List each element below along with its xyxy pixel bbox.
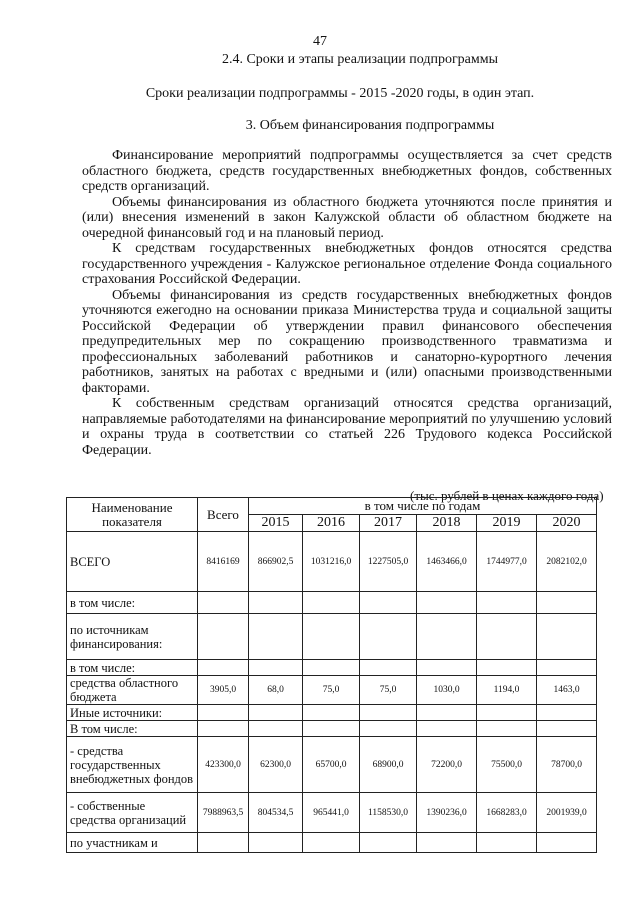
table-row xyxy=(67,532,597,592)
page-number: 47 xyxy=(313,34,327,49)
header-indicator: Наименование показателя xyxy=(67,498,198,532)
row-label: средства областного бюджета xyxy=(67,676,198,705)
year-value xyxy=(537,721,597,737)
year-value: 68,0 xyxy=(249,676,303,705)
row-label: по участникам и xyxy=(67,833,198,853)
table-header-row xyxy=(67,498,597,515)
row-total xyxy=(198,614,249,660)
table-row xyxy=(67,833,597,853)
year-value: 1668283,0 xyxy=(477,793,537,833)
header-year: 2019 xyxy=(477,515,537,532)
table-row xyxy=(67,592,597,614)
table-row xyxy=(67,660,597,676)
year-value xyxy=(477,705,537,721)
year-value xyxy=(303,592,360,614)
paragraph: К средствам государственных внебюджетных фондов относятся средства государственного учреждения - Калужское региональное отделение Фонда социального страхования Российской Федерации. xyxy=(82,241,612,287)
table-row xyxy=(67,705,597,721)
row-total: 8416169 xyxy=(198,532,249,592)
year-value xyxy=(537,660,597,676)
row-total xyxy=(198,660,249,676)
row-label: в том числе: xyxy=(67,660,198,676)
header-year: 2017 xyxy=(360,515,417,532)
year-value xyxy=(303,705,360,721)
header-by-years: в том числе по годам xyxy=(249,498,597,515)
row-total: 7988963,5 xyxy=(198,793,249,833)
year-value: 75,0 xyxy=(303,676,360,705)
header-year: 2020 xyxy=(537,515,597,532)
row-total xyxy=(198,833,249,853)
row-label: ВСЕГО xyxy=(67,532,198,592)
year-value xyxy=(303,660,360,676)
paragraph: К собственным средствам организаций относятся средства организаций, направляемые работодателями на финансирование мероприятий по улучшению условий и охраны труда в соответствии со статьей 226 Трудового кодекса Российской Федерации. xyxy=(82,396,612,458)
financing-table xyxy=(66,497,597,853)
year-value xyxy=(360,833,417,853)
year-value xyxy=(249,705,303,721)
year-value xyxy=(477,660,537,676)
year-value xyxy=(360,614,417,660)
year-value: 965441,0 xyxy=(303,793,360,833)
paragraph: Финансирование мероприятий подпрограммы осуществляется за счет средств областного бюджета, средств государственных внебюджетных фондов, собственных средств организаций. xyxy=(82,148,612,194)
row-label: в том числе: xyxy=(67,592,198,614)
paragraph: Объемы финансирования из средств государственных внебюджетных фондов уточняются ежегодно на основании приказа Министерства труда и социальной защиты Российской Федерации об утверждении правил финансового обеспечения предупредительных мер по сокращению производственного травматизма и профессиональных заболеваний работников и санаторно-курортного лечения работников, занятых на работах с вредными и (или) опасными производственными факторами. xyxy=(82,287,612,396)
header-year: 2015 xyxy=(249,515,303,532)
year-value: 1031216,0 xyxy=(303,532,360,592)
year-value xyxy=(417,592,477,614)
year-value: 1030,0 xyxy=(417,676,477,705)
year-value xyxy=(537,833,597,853)
year-value xyxy=(303,833,360,853)
table-row xyxy=(67,614,597,660)
table-row xyxy=(67,676,597,705)
year-value: 1227505,0 xyxy=(360,532,417,592)
section-2-4-title: 2.4. Сроки и этапы реализации подпрограммы xyxy=(221,52,499,67)
year-value: 1463466,0 xyxy=(417,532,477,592)
table-row xyxy=(67,793,597,833)
year-value xyxy=(249,833,303,853)
implementation-period-text: Сроки реализации подпрограммы - 2015 -2020 годы, в один этап. xyxy=(145,86,535,101)
year-value: 1158530,0 xyxy=(360,793,417,833)
year-value xyxy=(477,833,537,853)
year-value: 75,0 xyxy=(360,676,417,705)
year-value xyxy=(360,592,417,614)
year-value: 78700,0 xyxy=(537,737,597,793)
year-value xyxy=(249,614,303,660)
year-value xyxy=(537,614,597,660)
year-value: 2001939,0 xyxy=(537,793,597,833)
year-value xyxy=(477,592,537,614)
row-label: - собственные средства организаций xyxy=(67,793,198,833)
row-label: Иные источники: xyxy=(67,705,198,721)
header-year: 2016 xyxy=(303,515,360,532)
year-value: 1194,0 xyxy=(477,676,537,705)
year-value xyxy=(249,592,303,614)
year-value xyxy=(249,660,303,676)
row-total: 3905,0 xyxy=(198,676,249,705)
year-value xyxy=(537,592,597,614)
year-value: 804534,5 xyxy=(249,793,303,833)
year-value: 1744977,0 xyxy=(477,532,537,592)
year-value xyxy=(417,614,477,660)
year-value xyxy=(360,705,417,721)
year-value: 68900,0 xyxy=(360,737,417,793)
row-label: по источникам финансирования: xyxy=(67,614,198,660)
year-value: 1463,0 xyxy=(537,676,597,705)
year-value xyxy=(360,660,417,676)
table-row xyxy=(67,737,597,793)
year-value xyxy=(477,721,537,737)
year-value xyxy=(417,705,477,721)
row-total: 423300,0 xyxy=(198,737,249,793)
year-value xyxy=(477,614,537,660)
header-year: 2018 xyxy=(417,515,477,532)
year-value: 62300,0 xyxy=(249,737,303,793)
row-total xyxy=(198,705,249,721)
row-total xyxy=(198,721,249,737)
row-label: В том числе: xyxy=(67,721,198,737)
year-value xyxy=(303,721,360,737)
table-row xyxy=(67,721,597,737)
year-value xyxy=(417,721,477,737)
header-total: Всего xyxy=(198,498,249,532)
table-units-note: (тыс. рублей в ценах каждого года) xyxy=(410,488,604,503)
row-total xyxy=(198,592,249,614)
year-value: 2082102,0 xyxy=(537,532,597,592)
year-value xyxy=(249,721,303,737)
year-value: 866902,5 xyxy=(249,532,303,592)
year-value: 65700,0 xyxy=(303,737,360,793)
section-3-title: 3. Объем финансирования подпрограммы xyxy=(245,118,495,133)
year-value: 75500,0 xyxy=(477,737,537,793)
year-value xyxy=(537,705,597,721)
financing-description xyxy=(82,148,612,458)
year-value xyxy=(417,833,477,853)
year-value xyxy=(417,660,477,676)
year-value xyxy=(360,721,417,737)
row-label: - средства государственных внебюджетных фондов xyxy=(67,737,198,793)
year-value xyxy=(303,614,360,660)
year-value: 72200,0 xyxy=(417,737,477,793)
paragraph: Объемы финансирования из областного бюджета уточняются после принятия и (или) внесения изменений в закон Калужской области об областном бюджете на очередной финансовый год и на плановый период. xyxy=(82,194,612,241)
year-value: 1390236,0 xyxy=(417,793,477,833)
